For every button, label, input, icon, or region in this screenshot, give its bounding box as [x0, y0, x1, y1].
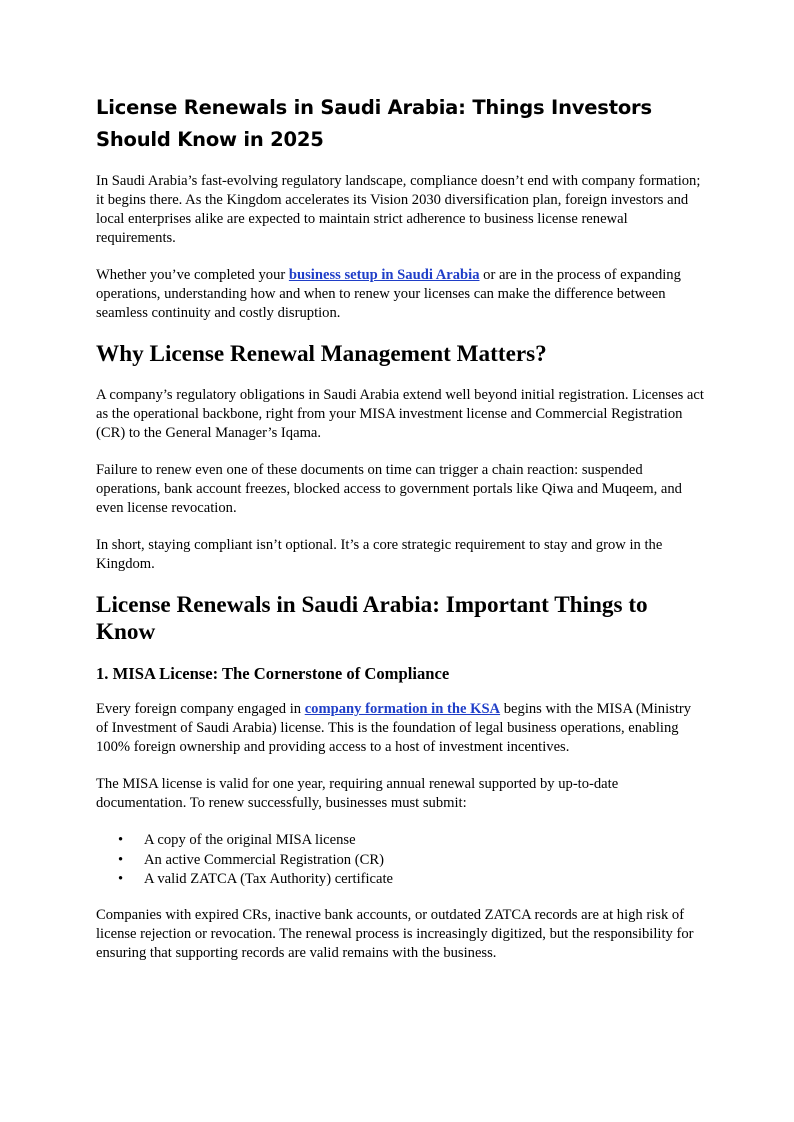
intro-paragraph-2-text-before: Whether you’ve completed your [96, 267, 289, 283]
document-title: License Renewals in Saudi Arabia: Things Investors Should Know in 2025 [96, 96, 652, 151]
misa-paragraph-2: The MISA license is valid for one year, requiring annual renewal supported by up-to-date documentation. To renew successfully, businesses must submit: [96, 776, 619, 811]
bullet-icon: • [118, 871, 124, 887]
misa-paragraph-1-text-before: Every foreign company engaged in [96, 701, 305, 717]
section1-paragraph-2: Failure to renew even one of these documents on time can trigger a chain reaction: suspended operations, bank account freezes, blocked access to government portals like Qiwa and Muqeem, and even license revocation. [96, 462, 682, 516]
list-item-text: A valid ZATCA (Tax Authority) certificate [144, 871, 394, 887]
list-item [116, 870, 706, 890]
section-heading-important-things: License Renewals in Saudi Arabia: Important Things to Know [96, 592, 648, 645]
section1-paragraph-3: In short, staying compliant isn’t optional. It’s a core strategic requirement to stay and grow in the Kingdom. [96, 537, 663, 572]
misa-paragraph-1 [96, 700, 706, 757]
section-heading-why-renewal: Why License Renewal Management Matters? [96, 341, 547, 367]
business-setup-link[interactable]: business setup in Saudi Arabia [288, 267, 480, 283]
subsection-heading-misa-license: 1. MISA License: The Cornerstone of Compliance [96, 664, 450, 683]
intro-paragraph-2 [96, 266, 706, 323]
company-formation-link[interactable]: company formation in the KSA [304, 701, 501, 717]
list-item-text: A copy of the original MISA license [144, 832, 356, 848]
list-item [116, 851, 706, 871]
document-page [96, 92, 706, 981]
intro-paragraph-2-text-after: or are in the process of expanding operations, understanding how and when to renew your licenses can make the difference between seamless continuity and costly disruption. [96, 267, 681, 321]
list-item-text: An active Commercial Registration (CR) [144, 851, 384, 868]
bullet-icon: • [118, 851, 124, 868]
renewal-requirements-list [96, 831, 706, 890]
list-item [116, 831, 706, 851]
misa-paragraph-1-text-after: begins with the MISA (Ministry of Investment of Saudi Arabia) license. This is the foundation of legal business operations, enabling 100% foreign ownership and providing access to a host of investment incentives. [96, 701, 692, 755]
section1-paragraph-1: A company’s regulatory obligations in Saudi Arabia extend well beyond initial registration. Licenses act as the operational backbone, right from your MISA investment license and Commercial Registration (CR) to the General Manager’s Iqama. [96, 387, 704, 441]
intro-paragraph-1: In Saudi Arabia’s fast-evolving regulatory landscape, compliance doesn’t end with company formation; it begins there. As the Kingdom accelerates its Vision 2030 diversification plan, foreign investors and local enterprises alike are expected to maintain strict adherence to business license renewal requirements. [96, 173, 701, 246]
bullet-icon: • [118, 832, 124, 848]
misa-paragraph-3: Companies with expired CRs, inactive bank accounts, or outdated ZATCA records are at high risk of license rejection or revocation. The renewal process is increasingly digitized, but the responsibility for ensuring that supporting records are valid remains with the business. [96, 906, 694, 961]
